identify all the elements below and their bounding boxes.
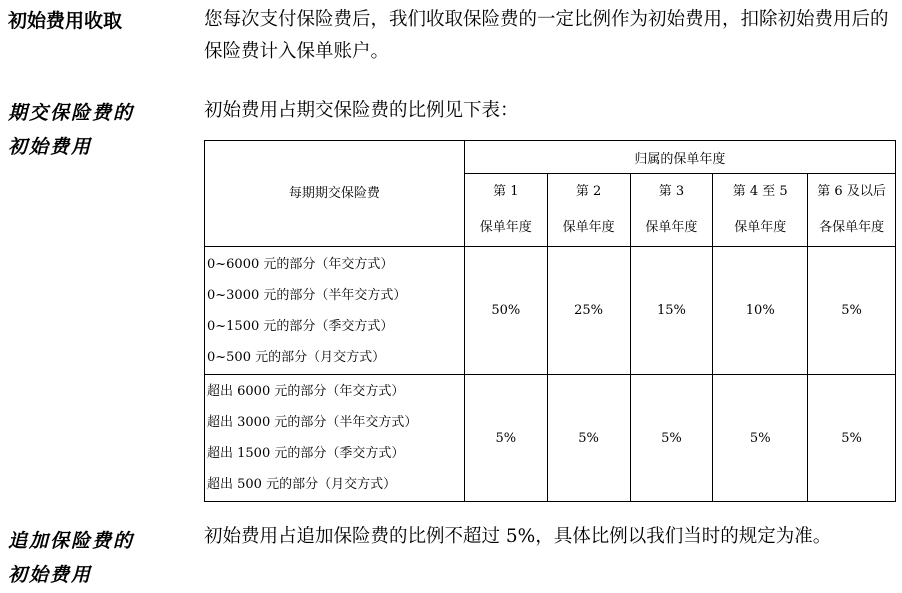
row-label-line: 0~1500 元的部分（季交方式） [207,318,394,334]
year-header-line: 各保单年度 [819,220,885,235]
table-row [205,375,896,502]
year-header-line: 保单年度 [645,220,698,235]
section-heading [8,4,122,38]
year-header-line: 第 2 [575,184,602,199]
year-header-line: 保单年度 [562,220,615,235]
year-header-cell [547,174,630,247]
year-header-cell [713,174,808,247]
rate-cell: 5% [808,375,896,502]
year-header-line: 第 6 及以后 [817,184,886,199]
section-paragraph: 初始费用占追加保险费的比例不超过 5%，具体比例以我们当时的规定为准。 [204,526,832,547]
rate-cell: 5% [547,375,630,502]
year-header-line: 第 1 [493,184,519,199]
fee-rate-table [204,140,896,502]
year-header-line: 保单年度 [734,220,787,235]
rate-cell: 25% [547,247,630,375]
rate-cell: 5% [630,375,713,502]
section-heading [8,96,134,164]
column-group-header: 归属的保单年度 [464,141,895,174]
year-header-cell [808,174,896,247]
rate-cell: 5% [808,247,896,375]
year-header-line: 保单年度 [479,220,532,235]
row-label-line: 超出 1500 元的部分（季交方式） [207,446,405,461]
table-intro: 初始费用占期交保险费的比例见下表： [204,100,519,121]
heading-line: 初始费用 [8,564,93,586]
table-header-row [205,141,896,174]
rate-cell: 5% [464,375,547,502]
column-header-text: 每期期交保险费 [288,186,380,201]
row-label-line: 0~500 元的部分（月交方式） [207,349,386,365]
rate-cell: 5% [713,375,808,502]
year-header-line: 第 4 至 5 [732,184,788,199]
section-heading [8,524,134,592]
row-label-line: 0~3000 元的部分（半年交方式） [207,287,407,303]
heading-line: 初始费用 [8,136,93,158]
year-header-line: 第 3 [658,184,685,199]
row-label-cell [205,247,465,375]
row-label-line: 超出 500 元的部分（月交方式） [207,477,397,492]
heading-line: 期交保险费的 [8,102,135,124]
rate-cell: 10% [713,247,808,375]
heading-line: 追加保险费的 [8,530,135,552]
rate-cell: 15% [630,247,713,375]
row-label-line: 超出 6000 元的部分（年交方式） [207,384,405,399]
row-label-line: 0~6000 元的部分（年交方式） [207,256,394,272]
year-header-cell [464,174,547,247]
year-header-cell [630,174,713,247]
row-label-cell [205,375,465,502]
column-header-premium [205,141,465,247]
row-label-line: 超出 3000 元的部分（半年交方式） [207,415,418,430]
table-row [205,247,896,375]
heading-line: 初始费用收取 [8,10,123,32]
rate-cell: 50% [464,247,547,375]
section-paragraph: 您每次支付保险费后，我们收取保险费的一定比例作为初始费用，扣除初始费用后的保险费计入保单账户。 [204,9,889,62]
